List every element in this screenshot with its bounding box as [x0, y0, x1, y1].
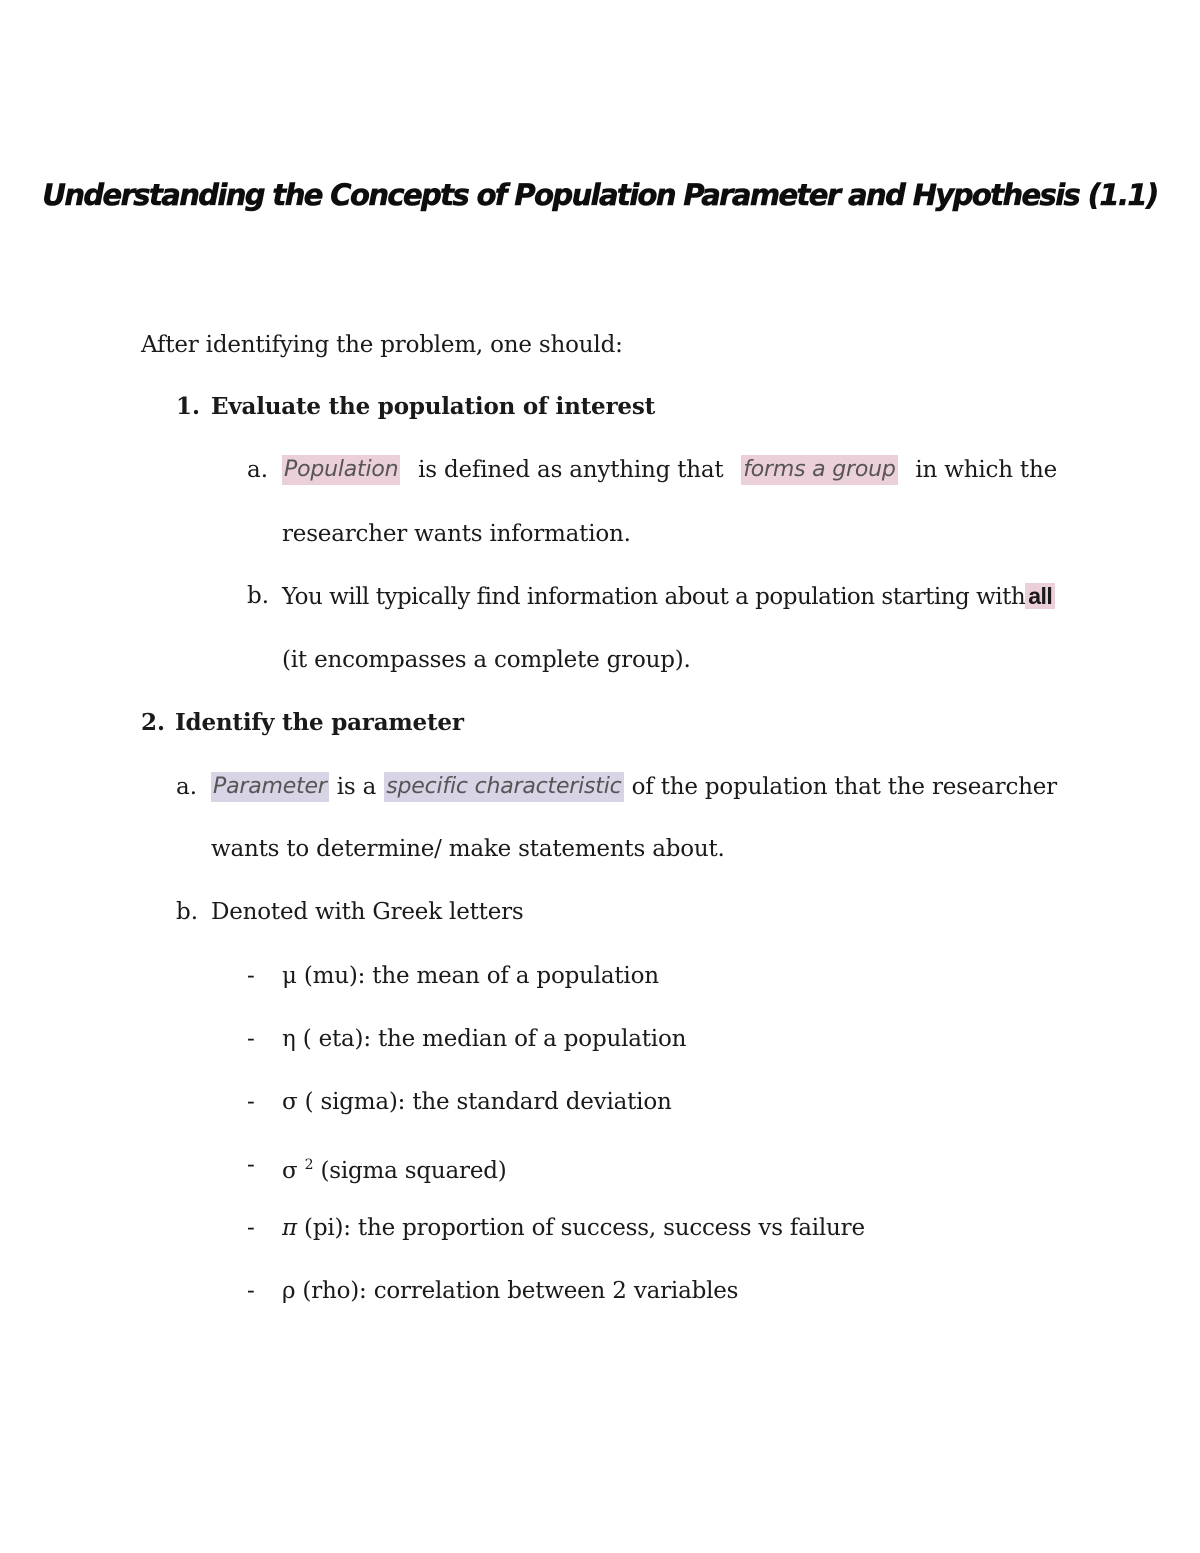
section-1-item-a-line — [282, 455, 1057, 485]
section-1-item-a-marker: a. — [247, 457, 269, 483]
squared-superscript: 2 — [304, 1157, 314, 1173]
section-2-item-a-line — [211, 772, 1057, 802]
list-item-rho: ρ (rho): correlation between 2 variables — [282, 1278, 739, 1304]
population-term: Population — [282, 455, 400, 485]
parameter-term: Parameter — [211, 772, 329, 802]
section-1-item-b-continuation: (it encompasses a complete group). — [282, 647, 691, 673]
section-1-number: 1. — [176, 393, 201, 420]
pi-symbol: π — [282, 1215, 297, 1241]
all-highlight: all — [1025, 583, 1055, 609]
section-2-number: 2. — [141, 709, 166, 736]
list-bullet: - — [247, 1278, 255, 1304]
sigma-symbol: σ — [282, 1158, 298, 1184]
list-item-sigma: σ ( sigma): the standard deviation — [282, 1089, 672, 1115]
list-item-mu: μ (mu): the mean of a population — [282, 963, 659, 989]
forms-a-group-highlight: forms a group — [741, 455, 897, 485]
section-2-heading: Identify the parameter — [175, 709, 464, 736]
section-2-item-a-marker: a. — [176, 774, 198, 800]
intro-text: After identifying the problem, one should: — [141, 332, 623, 358]
pi-text: (pi): the proportion of success, success vs failure — [304, 1215, 865, 1241]
sigma-squared-text: (sigma squared) — [320, 1158, 507, 1184]
section-1-heading: Evaluate the population of interest — [211, 393, 655, 420]
list-bullet: - — [247, 1089, 255, 1115]
document-title: Understanding the Concepts of Population Parameter and Hypothesis (1.1) — [42, 178, 1158, 212]
list-item-pi — [282, 1213, 865, 1243]
list-item-eta: η ( eta): the median of a population — [282, 1026, 687, 1052]
section-1-item-b-marker: b. — [247, 583, 270, 609]
list-bullet: - — [247, 1215, 255, 1241]
section-1-item-b-line — [282, 581, 1055, 612]
parameter-definition-tail: of the population that the researcher — [631, 774, 1057, 800]
parameter-definition-text: is a — [336, 774, 377, 800]
section-2-item-b-text: Denoted with Greek letters — [211, 899, 524, 925]
item-b-text: You will typically find information about a population starting with — [282, 584, 1026, 610]
list-bullet: - — [247, 1026, 255, 1052]
population-definition-text: is defined as anything that — [418, 457, 724, 483]
population-definition-tail: in which the — [915, 457, 1057, 483]
section-2-item-b-marker: b. — [176, 899, 199, 925]
list-bullet: - — [247, 1152, 255, 1178]
section-1-item-a-continuation: researcher wants information. — [282, 521, 631, 547]
section-2-item-a-continuation: wants to determine/ make statements about. — [211, 836, 725, 862]
list-item-sigma-squared — [282, 1150, 507, 1186]
list-bullet: - — [247, 963, 255, 989]
specific-characteristic-highlight: specific characteristic — [384, 772, 623, 802]
